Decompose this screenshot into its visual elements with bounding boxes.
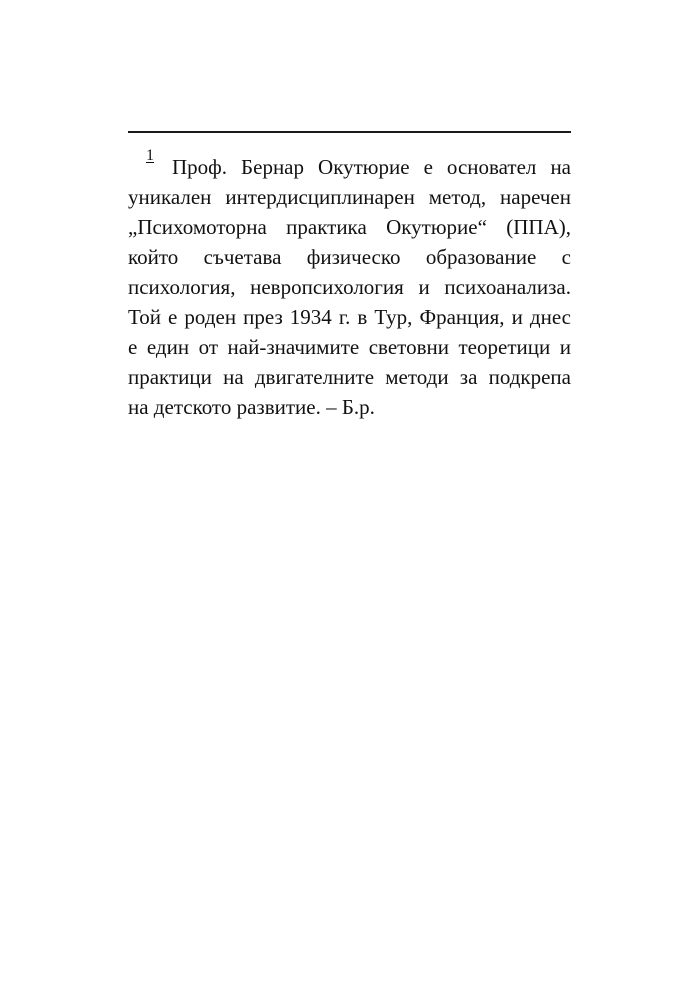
footnote-line-9: на детското развитие. – Б.р. [128, 395, 375, 419]
footnote [128, 147, 571, 422]
footnote-line-5: психология, невропсихология и психоанализа. [128, 275, 571, 299]
footnote-line-8: практици на двигателните методи за подкрепа [128, 365, 571, 389]
footnote-line-2: уникален интердисциплинарен метод, наречен [128, 185, 571, 209]
footnote-line-1 [128, 147, 571, 182]
footnote-line-4: който съчетава физическо образование с [128, 245, 571, 269]
footnote-separator [128, 131, 571, 133]
footnote-line-7: е един от най-значимите световни теоретици и [128, 335, 571, 359]
footnote-marker: 1 [146, 147, 154, 164]
footnote-text-line: Проф. Бернар Окутюрие е основател на [172, 155, 571, 179]
footnote-line-6: Той е роден през 1934 г. в Тур, Франция, и днес [128, 305, 571, 329]
footnote-line-3: „Психомоторна практика Окутюрие“ (ППА), [128, 215, 571, 239]
